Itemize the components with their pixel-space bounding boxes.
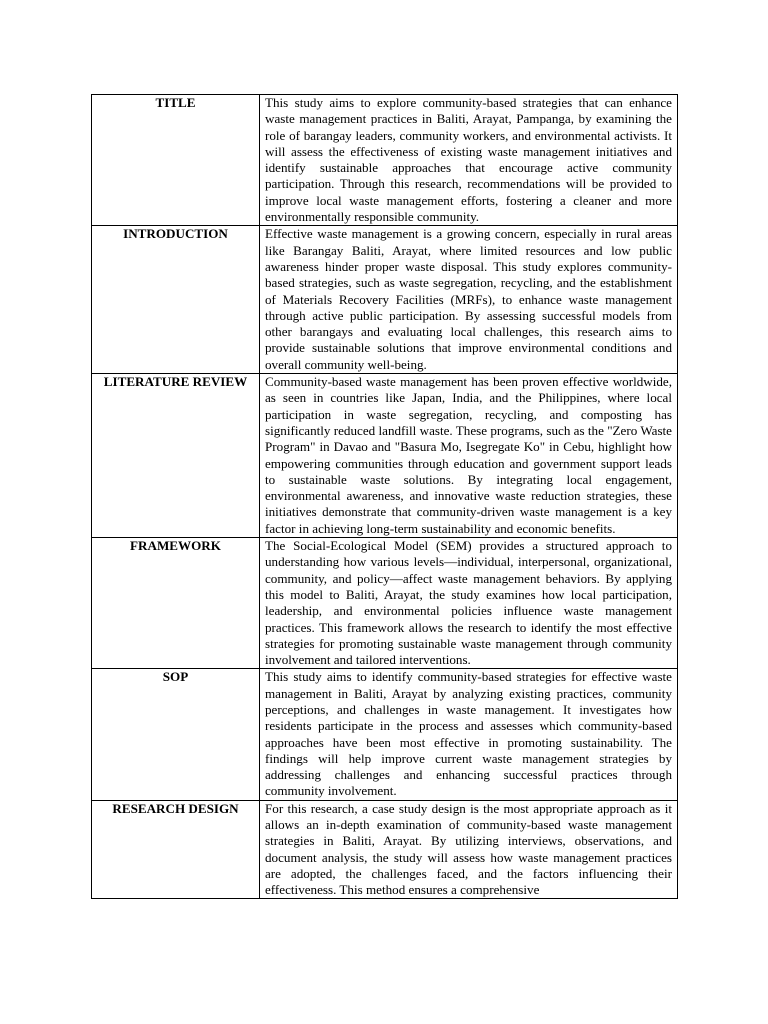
table-row (92, 538, 678, 669)
row-text-sop: This study aims to identify community-based strategies for effective waste management in Baliti, Arayat by analyzing existing practices, community perceptions, and challenges in waste management. It investigates how residents participate in the process and assesses which community-based approaches have been most effective in promoting sustainability. The findings will help improve current waste management strategies by addressing challenges and enhancing successful practices through community involvement. (260, 669, 678, 800)
row-text-research-design: For this research, a case study design is the most appropriate approach as it allows an in-depth examination of community-based waste management strategies in Baliti, Arayat. By utilizing interviews, observations, and document analysis, the study will assess how waste management practices are adopted, the challenges faced, and the factors influencing their effectiveness. This method ensures a comprehensive (265, 800, 672, 898)
row-text-introduction: Effective waste management is a growing concern, especially in rural areas like Barangay Baliti, Arayat, where limited resources and low public awareness hinder proper waste disposal. This study explores community-based strategies, such as waste segregation, recycling, and the establishment of Materials Recovery Facilities (MRFs), to enhance waste management through active public participation. By assessing successful models from other barangays and evaluating local challenges, this research aims to provide sustainable solutions that improve environmental conditions and overall community well-being. (260, 226, 678, 374)
row-heading-framework: FRAMEWORK (92, 538, 260, 669)
row-text-literature-review: Community-based waste management has been proven effective worldwide, as seen in countries like Japan, India, and the Philippines, where local participation in waste segregation, recycling, and composting has significantly reduced landfill waste. These programs, such as the "Zero Waste Program" in Davao and "Basura Mo, Isegregate Ko" in Cebu, highlight how empowering communities through education and government support leads to sustainable waste solutions. By integrating local engagement, environmental awareness, and innovative waste reduction strategies, these initiatives demonstrate that community-driven waste management is a key factor in achieving long-term sustainability and economic benefits. (260, 374, 678, 538)
research-outline-table (91, 94, 678, 899)
table-row (92, 374, 678, 538)
row-text-framework: The Social-Ecological Model (SEM) provides a structured approach to understanding how various levels—individual, interpersonal, organizational, community, and policy—affect waste management behaviors. By applying this model to Baliti, Arayat, the study examines how local participation, leadership, and environmental policies influence waste management practices. This framework allows the research to identify the most effective strategies for promoting sustainable waste management through community involvement and tailored interventions. (260, 538, 678, 669)
table-row (92, 800, 678, 898)
row-heading-sop: SOP (92, 669, 260, 800)
row-heading-research-design: RESEARCH DESIGN (92, 800, 260, 898)
table-row (92, 95, 678, 226)
row-heading-title: TITLE (92, 95, 260, 226)
table-row (92, 669, 678, 800)
row-text-research-design-cell (260, 800, 678, 898)
row-heading-introduction: INTRODUCTION (92, 226, 260, 374)
row-text-title: This study aims to explore community-based strategies that can enhance waste management practices in Baliti, Arayat, Pampanga, by examining the role of barangay leaders, community workers, and environmental activists. It will assess the effectiveness of existing waste management initiatives and identify sustainable approaches that encourage active community participation. Through this research, recommendations will be provided to improve local waste management efforts, fostering a cleaner and more environmentally responsible community. (260, 95, 678, 226)
table-row (92, 226, 678, 374)
row-heading-literature-review: LITERATURE REVIEW (92, 374, 260, 538)
